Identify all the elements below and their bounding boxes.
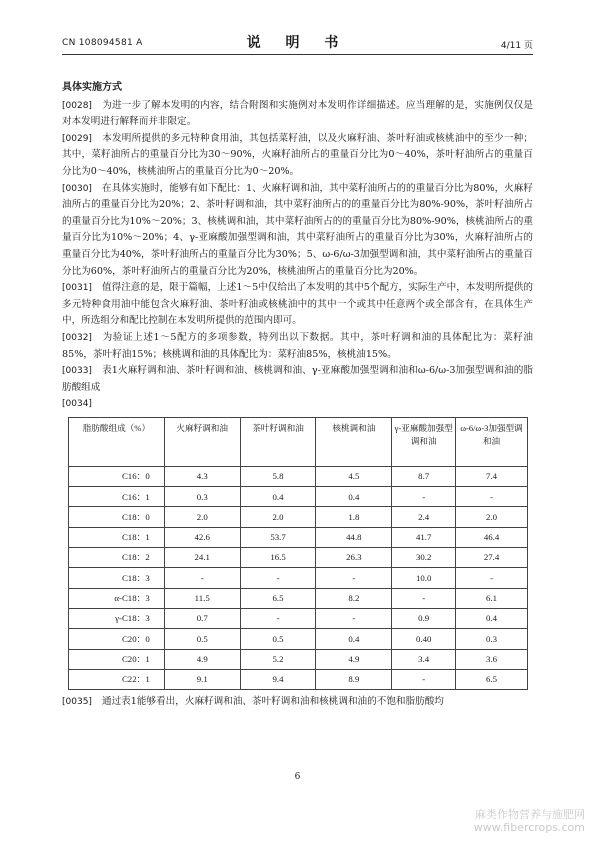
page-indicator: 4/11 页 — [500, 41, 533, 51]
fatty-acid-label: C18：0 — [69, 507, 165, 527]
fatty-acid-label: C16：0 — [69, 466, 165, 486]
table-cell: 11.5 — [164, 588, 240, 608]
table-cell: 4.3 — [164, 466, 240, 486]
table-cell: 0.5 — [164, 629, 240, 649]
table-cell: - — [316, 568, 392, 588]
paragraph-0033 — [62, 363, 533, 396]
table-header-cell: 核桃调和油 — [316, 417, 392, 466]
table-cell: 4.5 — [316, 466, 392, 486]
table-cell: 6.5 — [240, 588, 316, 608]
table-cell: 27.4 — [456, 548, 528, 568]
fatty-acid-label: C18：3 — [69, 568, 165, 588]
table-row — [69, 649, 528, 669]
table-cell: 16.5 — [240, 548, 316, 568]
paragraph-text: 为验证上述1～5配方的多项参数，特列出以下数据。其中，茶叶籽调和油的具体配比为：菜籽油85%，茶叶籽油15%；核桃调和油的具体配比为：菜籽油85%，核桃油15%。 — [62, 331, 533, 360]
table-cell: 0.4 — [456, 608, 528, 628]
table-cell: 4.9 — [164, 649, 240, 669]
fatty-acid-label: C18：1 — [69, 527, 165, 547]
table-cell: 30.2 — [392, 548, 456, 568]
table-cell: 0.3 — [456, 629, 528, 649]
document-title: 说 明 书 — [246, 35, 349, 51]
table-row — [69, 568, 528, 588]
table-cell: 6.5 — [456, 669, 528, 689]
table-header-cell: 火麻籽调和油 — [164, 417, 240, 466]
fatty-acid-label: C22：1 — [69, 669, 165, 689]
watermark-line: www.fibercrops.com — [473, 821, 585, 834]
paragraph-number: [0029] — [62, 133, 92, 144]
table-cell: 1.8 — [316, 507, 392, 527]
table-cell: 0.4 — [240, 487, 316, 507]
table-cell: 2.0 — [240, 507, 316, 527]
fatty-acid-table — [68, 417, 528, 690]
table-cell: 0.9 — [392, 608, 456, 628]
watermark — [474, 808, 585, 834]
page-header — [62, 32, 533, 55]
table-row — [69, 588, 528, 608]
paragraph-text: 值得注意的是，限于篇幅，上述1～5中仅给出了本发明的其中5个配方，实际生产中，本发明所提供的多元特种食用油中能包含火麻籽油、茶叶籽油或核桃油中的其中一个或其中任意两个或全部含有，在具体生产中，所选组分和配比控制在本发明所提供的范围内即可。 — [62, 282, 533, 327]
paragraph-number: [0033] — [62, 366, 92, 377]
table-cell: - — [240, 568, 316, 588]
table-cell: - — [392, 487, 456, 507]
table-cell: 41.7 — [392, 527, 456, 547]
table-cell: 26.3 — [316, 548, 392, 568]
paragraph-number: [0031] — [62, 283, 92, 294]
table-cell: 53.7 — [240, 527, 316, 547]
table-cell: 0.4 — [316, 487, 392, 507]
table-cell: 8.7 — [392, 466, 456, 486]
table-row — [69, 507, 528, 527]
table-cell: 2.0 — [456, 507, 528, 527]
table-cell: 3.4 — [392, 649, 456, 669]
table-row — [69, 608, 528, 628]
table-cell: 6.1 — [456, 588, 528, 608]
paragraph-0028 — [62, 98, 533, 131]
watermark-line: 麻类作物营养与施肥网 — [475, 808, 585, 821]
table-body — [69, 466, 528, 689]
paragraph-0030 — [62, 181, 533, 281]
paragraph-number: [0034] — [62, 399, 92, 410]
table-header-cell: ω-6/ω-3加强型调和油 — [456, 417, 528, 466]
paragraph-0032 — [62, 330, 533, 363]
paragraph-text: 本发明所提供的多元特种食用油，其包括菜籽油，以及火麻籽油、茶叶籽油或核桃油中的至少一种；其中，菜籽油所占的重量百分比为30～90%，火麻籽油所占的重量百分比为0～40%，茶叶籽油所占的重量百分比为0～40%，核桃油所占的重量百分比为0～20%。 — [62, 132, 533, 177]
paragraph-number: [0035] — [62, 697, 92, 708]
table-row — [69, 669, 528, 689]
patent-number: CN 108094581 A — [62, 38, 143, 48]
table-row — [69, 629, 528, 649]
table-cell: - — [164, 568, 240, 588]
table-cell: 2.4 — [392, 507, 456, 527]
section-title: 具体实施方式 — [62, 82, 122, 93]
table-row — [69, 466, 528, 486]
fatty-acid-label: γ-C18：3 — [69, 608, 165, 628]
table-cell: 5.8 — [240, 466, 316, 486]
table-cell: - — [392, 588, 456, 608]
table-cell: 42.6 — [164, 527, 240, 547]
paragraph-text: 表1火麻籽调和油、茶叶籽调和油、核桃调和油、γ-亚麻酸加强型调和油和ω-6/ω-3加强型调和油的脂肪酸组成 — [62, 365, 533, 393]
table-cell: 7.4 — [456, 466, 528, 486]
table-cell: - — [392, 669, 456, 689]
paragraph-0034 — [62, 396, 533, 413]
table-header-cell: 脂肪酸组成（%） — [69, 417, 165, 466]
table-cell: 44.8 — [316, 527, 392, 547]
paragraph-number: [0032] — [62, 332, 92, 343]
fatty-acid-label: C20：0 — [69, 629, 165, 649]
paragraph-text: 通过表1能够看出，火麻籽调和油、茶叶籽调和油和核桃调和油的不饱和脂肪酸均 — [102, 696, 444, 708]
table-cell: 0.40 — [392, 629, 456, 649]
table-cell: 9.1 — [164, 669, 240, 689]
table-cell: 5.2 — [240, 649, 316, 669]
paragraph-0031 — [62, 280, 533, 330]
table-row — [69, 548, 528, 568]
paragraph-text: 为进一步了解本发明的内容，结合附图和实施例对本发明作详细描述。应当理解的是，实施例仅仅是对本发明进行解释而并非限定。 — [62, 99, 533, 128]
table-cell: 0.4 — [316, 629, 392, 649]
table-cell: 10.0 — [392, 568, 456, 588]
table-header-row — [69, 417, 528, 466]
paragraph-0029 — [62, 131, 533, 181]
table-cell: 46.4 — [456, 527, 528, 547]
table-cell: 8.2 — [316, 588, 392, 608]
fatty-acid-label: α-C18：3 — [69, 588, 165, 608]
table-cell: 2.0 — [164, 507, 240, 527]
table-cell: 24.1 — [164, 548, 240, 568]
table-cell: - — [456, 568, 528, 588]
paragraph-number: [0030] — [62, 183, 92, 194]
document-body — [62, 80, 533, 711]
table-cell: - — [316, 608, 392, 628]
table-cell: - — [456, 487, 528, 507]
page-number: 6 — [294, 772, 301, 782]
paragraph-text: 在具体实施时，能够有如下配比：1、火麻籽调和油，其中菜籽油所占的的重量百分比为80%，火麻籽油所占的重量百分比为20%；2、茶叶籽调和油，其中菜籽油所占的的重量百分比为80%-90%，茶叶籽油所占的重量百分比为10%～20%；3、核桃调和油，其中菜籽油所占的的重量百分比为80%-90%，核桃油所占的重量百分比为10%～20%；4、γ-亚麻酸加强型调和油，其中菜籽油所占的重量百分比为30%，火麻籽油所占的重量百分比为40%，茶叶籽油所占的重量百分比为30%；5、ω-6/ω-3加强型调和油，其中菜籽油所占的重量百分比为60%，茶叶籽油所占的重量百分比为20%，核桃油所占的重量百分比为20%。 — [62, 182, 533, 277]
paragraph-0035 — [62, 694, 533, 711]
table-cell: - — [240, 608, 316, 628]
table-cell: 4.9 — [316, 649, 392, 669]
table-cell: 0.3 — [164, 487, 240, 507]
fatty-acid-label: C18：2 — [69, 548, 165, 568]
table-header-cell: 茶叶籽调和油 — [240, 417, 316, 466]
table-row — [69, 487, 528, 507]
table-cell: 8.9 — [316, 669, 392, 689]
paragraph-number: [0028] — [62, 100, 92, 111]
table-header-cell: γ-亚麻酸加强型调和油 — [392, 417, 456, 466]
table-row — [69, 527, 528, 547]
fatty-acid-label: C20：1 — [69, 649, 165, 669]
table-cell: 0.7 — [164, 608, 240, 628]
fatty-acid-label: C16：1 — [69, 487, 165, 507]
table-cell: 9.4 — [240, 669, 316, 689]
table-cell: 3.6 — [456, 649, 528, 669]
table-cell: 0.5 — [240, 629, 316, 649]
